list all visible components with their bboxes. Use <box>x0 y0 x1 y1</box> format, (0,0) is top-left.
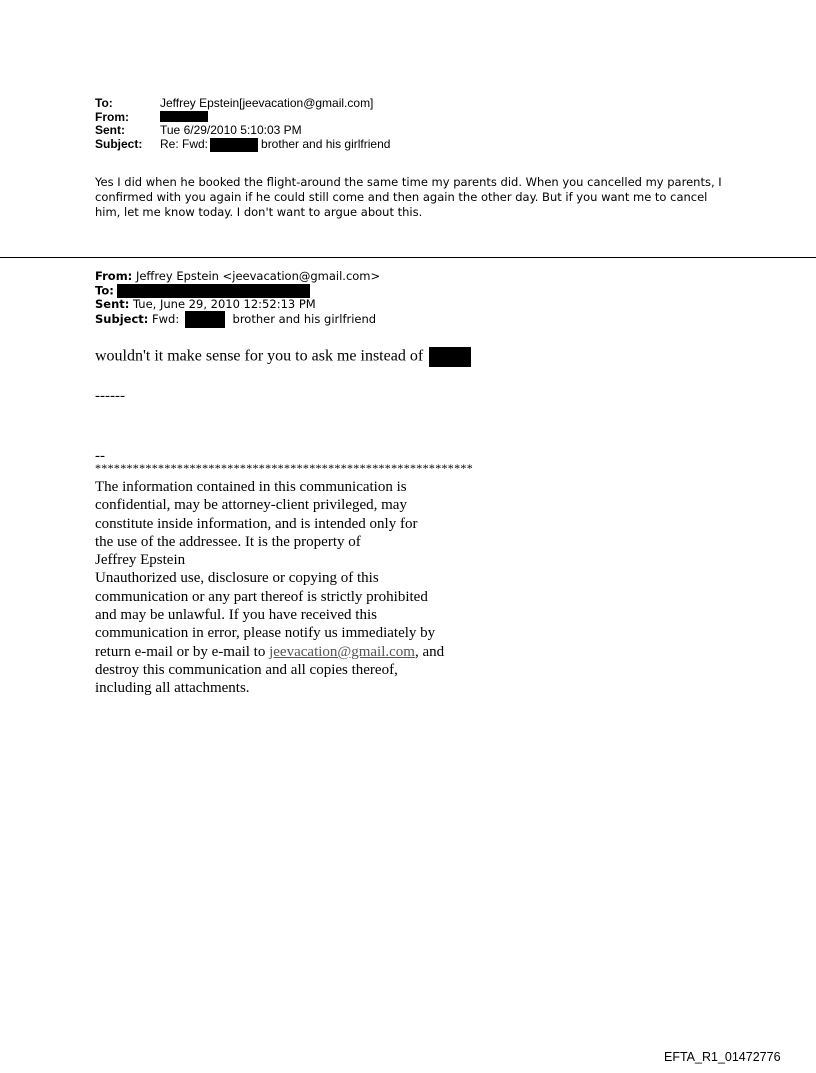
original-sent-label: Sent: <box>95 296 130 311</box>
reply-header <box>95 97 390 152</box>
reply-sent-value: Tue 6/29/2010 5:10:03 PM <box>160 123 302 137</box>
original-from-row <box>95 270 380 284</box>
disclaimer-text-end: , and destroy this communication and all copies thereof, including all attachments. <box>95 643 445 697</box>
original-subject-prefix: Fwd: <box>152 312 180 326</box>
original-to-row <box>95 284 380 298</box>
reply-body: Yes I did when he booked the flight-around the same time my parents did. When you cancelled my parents, I confirmed with you again if he could still come and then again the other day. But if you want me to cancel him, let me know today. I don't want to argue about this. <box>95 175 722 219</box>
original-subject-suffix: brother and his girlfriend <box>232 312 377 326</box>
reply-from-label: From: <box>95 109 129 124</box>
redaction-box <box>117 284 310 298</box>
asterisk-line: ************************************************************ <box>95 461 473 475</box>
original-sent-row <box>95 298 380 312</box>
reply-subject-prefix: Re: Fwd: <box>160 136 209 151</box>
disclaimer <box>95 478 515 698</box>
reply-subject-row <box>95 138 390 152</box>
email-link[interactable]: jeevacation@gmail.com <box>269 643 415 660</box>
document-id: EFTA_R1_01472776 <box>664 1050 781 1064</box>
original-header <box>95 270 380 328</box>
original-from-label: From: <box>95 269 133 283</box>
reply-sent-row <box>95 124 390 138</box>
reply-subject-suffix: brother and his girlfriend <box>261 136 391 151</box>
original-message <box>95 347 471 367</box>
reply-to-row <box>95 97 390 111</box>
disclaimer-text: The information contained in this communication is confidential, may be attorney-client privileged, may constitute inside information, and is intended only for the use of the addressee. It is the property of Jeffrey Epstein Unauthorized use, disclosure or copying of this communication or any part thereof is strictly prohibited and may be unlawful. If you have received this communication in error, please notify us immediately by return e-mail or by e-mail to <box>95 479 436 660</box>
original-subject-row <box>95 311 380 328</box>
reply-sent-label: Sent: <box>95 123 125 137</box>
original-from-value: Jeffrey Epstein <jeevacation@gmail.com> <box>135 269 381 283</box>
redaction-box <box>210 138 258 152</box>
redaction-box <box>185 311 225 328</box>
original-sent-value: Tue, June 29, 2010 12:52:13 PM <box>133 296 316 311</box>
dashes-line: ------ <box>95 388 125 404</box>
original-to-label: To: <box>95 283 114 297</box>
original-subject-label: Subject: <box>95 312 149 326</box>
reply-from-row <box>95 111 390 125</box>
reply-to-label: To: <box>95 96 113 110</box>
divider <box>0 257 816 258</box>
original-message-text: wouldn't it make sense for you to ask me instead of <box>95 347 424 365</box>
reply-subject-label: Subject: <box>95 136 143 151</box>
signature-separator: -- <box>95 448 105 464</box>
reply-to-value: Jeffrey Epstein[jeevacation@gmail.com] <box>160 96 374 110</box>
redaction-box <box>429 347 471 367</box>
redaction-box <box>160 111 208 122</box>
